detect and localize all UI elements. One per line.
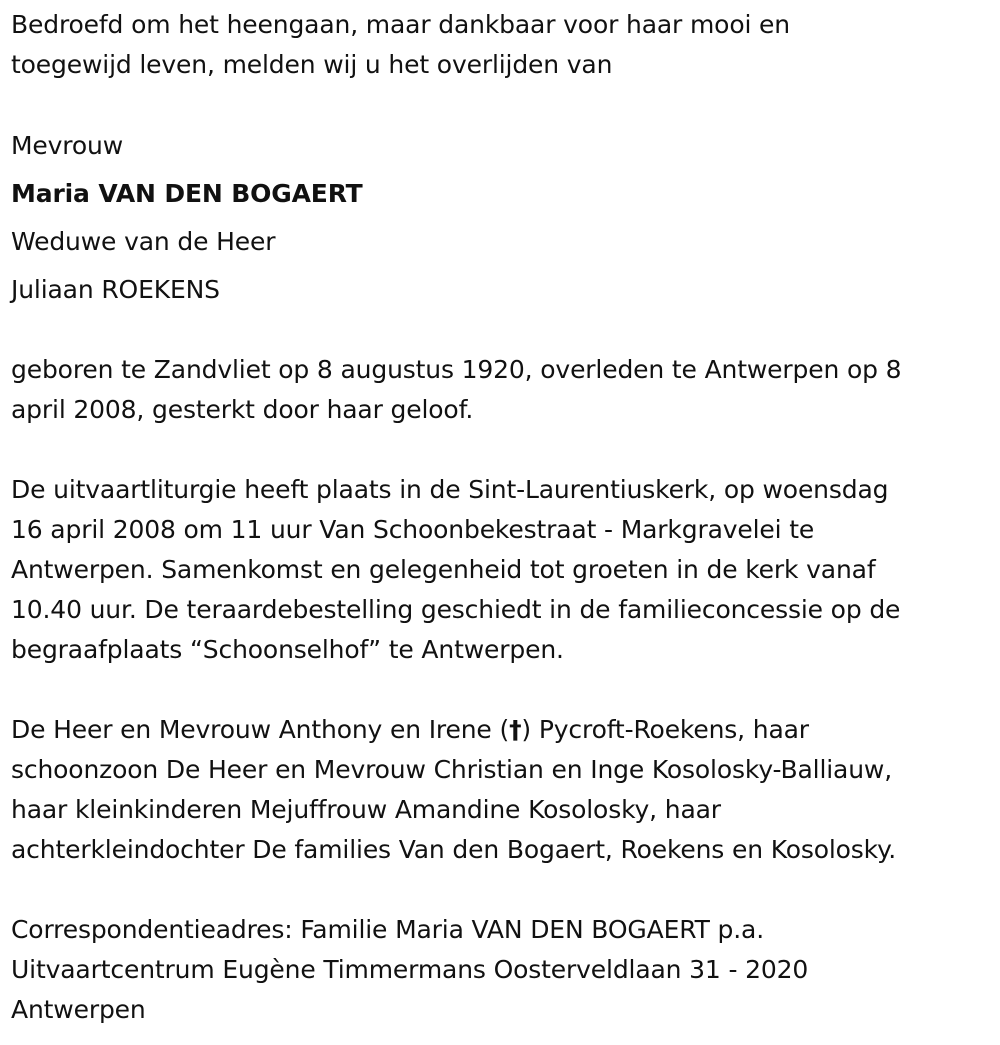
funeral-line-2: 16 april 2008 om 11 uur Van Schoonbekestraat - Markgravelei te: [11, 515, 815, 544]
funeral-paragraph: [11, 470, 900, 670]
family-line-1: [11, 710, 896, 750]
correspondence-line-1: Correspondentieadres: Familie Maria VAN DEN BOGAERT p.a.: [11, 915, 765, 944]
family-paragraph: [11, 710, 896, 870]
spouse-name: Juliaan ROEKENS: [11, 275, 220, 304]
birth-death-line-1: geboren te Zandvliet op 8 augustus 1920, overleden te Antwerpen op 8: [11, 355, 902, 384]
salutation: Mevrouw: [11, 131, 124, 160]
intro-line-2: toegewijd leven, melden wij u het overlijden van: [11, 50, 613, 79]
birth-death-line-2: april 2008, gesterkt door haar geloof.: [11, 395, 474, 424]
relation-text: Weduwe van de Heer: [11, 227, 276, 256]
intro-line-1: Bedroefd om het heengaan, maar dankbaar voor haar mooi en: [11, 10, 790, 39]
correspondence-line-3: Antwerpen: [11, 995, 146, 1024]
funeral-line-5: begraafplaats “Schoonselhof” te Antwerpen.: [11, 635, 564, 664]
intro-paragraph: [11, 5, 790, 85]
birth-death-paragraph: [11, 350, 901, 430]
family-line-2: schoonzoon De Heer en Mevrouw Christian en Inge Kosolosky-Balliauw,: [11, 755, 893, 784]
funeral-line-3: Antwerpen. Samenkomst en gelegenheid tot groeten in de kerk vanaf: [11, 555, 876, 584]
deceased-block: [11, 122, 363, 314]
funeral-line-1: De uitvaartliturgie heeft plaats in de Sint-Laurentiuskerk, op woensdag: [11, 475, 889, 504]
family-line-1-end: ) Pycroft-Roekens, haar: [521, 715, 809, 744]
family-line-1-start: De Heer en Mevrouw Anthony en Irene (: [11, 715, 510, 744]
funeral-line-4: 10.40 uur. De teraardebestelling geschiedt in de familieconcessie op de: [11, 595, 901, 624]
family-line-3: haar kleinkinderen Mejuffrouw Amandine Kosolosky, haar: [11, 795, 721, 824]
correspondence-line-2: Uitvaartcentrum Eugène Timmermans Oosterveldlaan 31 - 2020: [11, 955, 809, 984]
deceased-name: Maria VAN DEN BOGAERT: [11, 179, 363, 208]
correspondence-paragraph: [11, 910, 808, 1030]
cross-icon: †: [509, 715, 522, 744]
family-line-4: achterkleindochter De families Van den Bogaert, Roekens en Kosolosky.: [11, 835, 896, 864]
